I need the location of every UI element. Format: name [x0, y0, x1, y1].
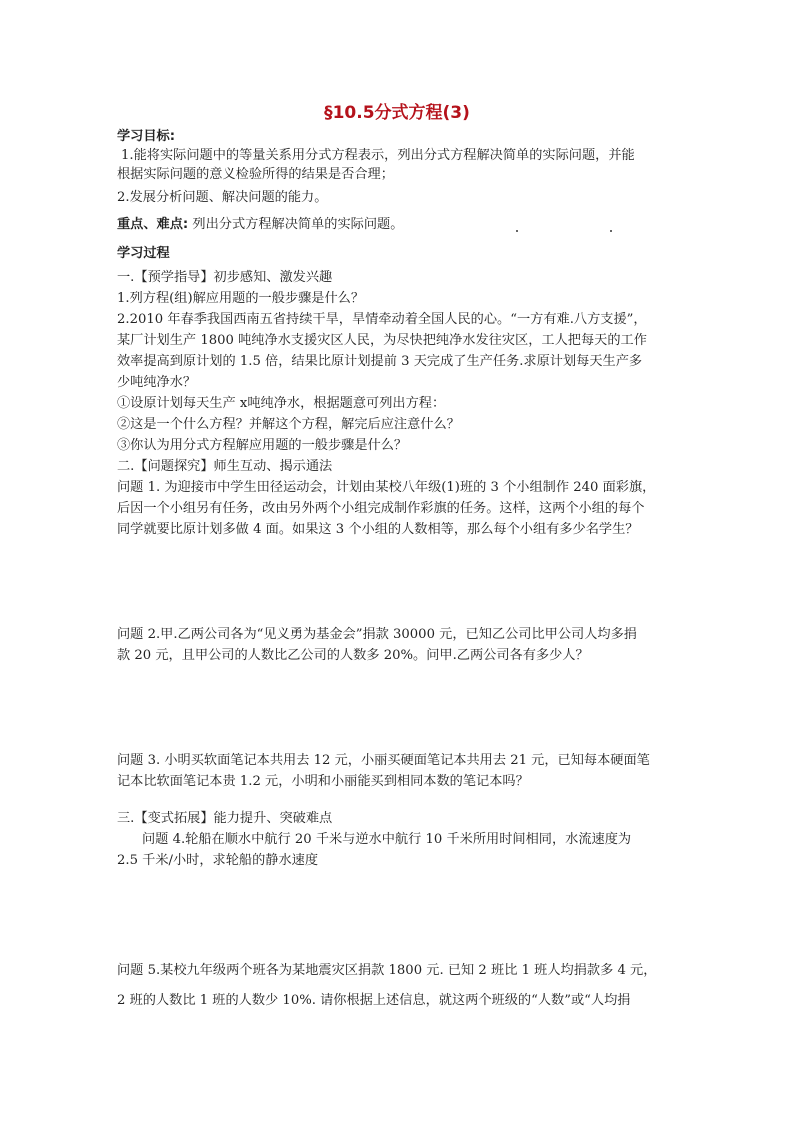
section-3-heading: 三.【变式拓展】能力提升、突破难点	[117, 811, 333, 826]
objective-1-line-2: 根据实际问题的意义检验所得的结果是否合理；	[117, 167, 394, 182]
key-points-text: 列出分式方程解决简单的实际问题。	[188, 217, 404, 232]
key-points	[117, 216, 403, 234]
objective-1-line-1: 1.能将实际问题中的等量关系用分式方程表示，列出分式方程解决简单的实际问题，并能	[121, 148, 635, 163]
section-1-question-2-line-3: 效率提高到原计划的 1.5 倍，结果比原计划提前 3 天完成了生产任务.求原计划每天生产多	[117, 354, 643, 369]
page-title: §10.5分式方程(3)	[324, 103, 470, 123]
problem-4-line-2: 2.5 千米/小时，求轮船的静水速度	[117, 853, 319, 868]
section-1-heading: 一.【预学指导】初步感知、激发兴趣	[117, 270, 333, 285]
problem-1-line-3: 同学就要比原计划多做 4 面。如果这 3 个小组的人数相等，那么每个小组有多少名学生？	[117, 522, 639, 537]
objectives-heading: 学习目标:	[117, 129, 176, 144]
problem-5-line-2: 2 班的人数比 1 班的人数少 10%. 请你根据上述信息，就这两个班级的“人数”或“人均捐	[117, 993, 631, 1008]
section-2-heading: 二.【问题探究】师生互动、揭示通法	[117, 459, 333, 474]
problem-1-line-1: 问题 1. 为迎接市中学生田径运动会，计划由某校八年级(1)班的 3 个小组制作 240 面彩旗，	[117, 480, 656, 495]
key-points-label: 重点、难点:	[117, 217, 189, 232]
section-1-question-2-line-2: 某厂计划生产 1800 吨纯净水支援灾区人民，为尽快把纯净水发往灾区，工人把每天的工作	[117, 333, 647, 348]
process-heading: 学习过程	[117, 246, 170, 261]
section-1-sub-question-2: ②这是一个什么方程？并解这个方程，解完后应注意什么？	[117, 417, 460, 432]
stray-mark	[610, 230, 612, 232]
section-1-question-1: 1.列方程(组)解应用题的一般步骤是什么？	[117, 291, 365, 306]
section-1-question-2-line-4: 少吨纯净水？	[117, 375, 197, 390]
problem-3-line-1: 问题 3. 小明买软面笔记本共用去 12 元，小丽买硬面笔记本共用去 21 元，已知每本硬面笔	[117, 753, 650, 768]
objective-2: 2.发展分析问题、解决问题的能力。	[117, 190, 328, 205]
problem-2-line-1: 问题 2.甲.乙两公司各为“见义勇为基金会”捐款 30000 元，已知乙公司比甲公司人均多捐	[117, 627, 637, 642]
section-1-sub-question-1: ①设原计划每天生产 x吨纯净水，根据题意可列出方程：	[117, 396, 446, 411]
problem-1-line-2: 后因一个小组另有任务，改由另外两个小组完成制作彩旗的任务。这样，这两个小组的每个	[117, 501, 645, 516]
problem-5-line-1: 问题 5.某校九年级两个班各为某地震灾区捐款 1800 元. 已知 2 班比 1 班人均捐款多 4 元，	[117, 963, 657, 978]
section-1-question-2-line-1: 2.2010 年春季我国西南五省持续干旱，旱情牵动着全国人民的心。“一方有难.八方支援”，	[117, 312, 647, 327]
problem-4-line-1: 问题 4.轮船在顺水中航行 20 千米与逆水中航行 10 千米所用时间相同，水流速度为	[142, 832, 632, 847]
problem-3-line-2: 记本比软面笔记本贵 1.2 元，小明和小丽能买到相同本数的笔记本吗？	[117, 774, 529, 789]
problem-2-line-2: 款 20 元，且甲公司的人数比乙公司的人数多 20%。问甲.乙两公司各有多少人？	[117, 648, 589, 663]
section-1-sub-question-3: ③你认为用分式方程解应用题的一般步骤是什么？	[117, 438, 408, 453]
stray-mark	[516, 230, 518, 232]
